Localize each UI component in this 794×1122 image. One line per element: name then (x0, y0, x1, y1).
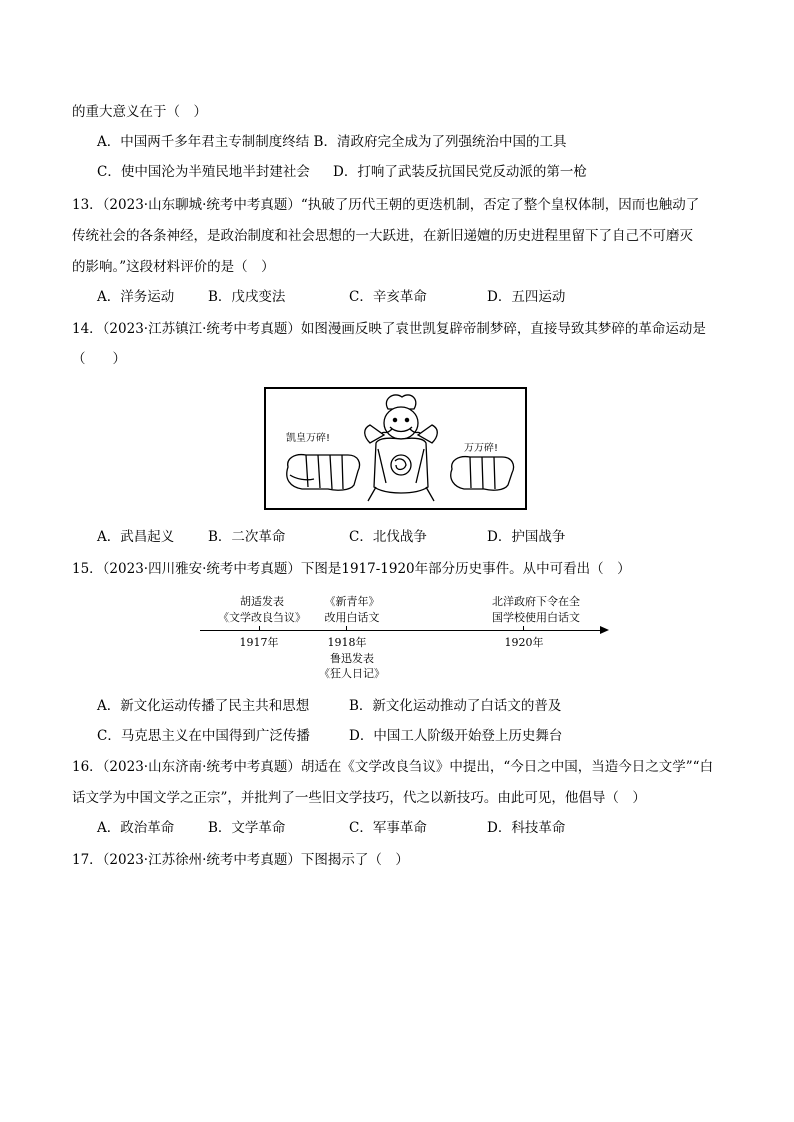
timeline-tick-1920 (523, 626, 524, 630)
q15-option-d: D．中国工人阶级开始登上历史舞台 (349, 728, 563, 744)
right-fist-drawing (451, 457, 514, 491)
timeline-event-beiyang-line1: 北洋政府下令在全 (492, 595, 580, 608)
q17-stem: 17．（2023·江苏徐州·统考中考真题）下图揭示了（ ） (72, 852, 409, 868)
q16-option-b: B．文学革命 (208, 820, 286, 836)
q16-option-d: D．科技革命 (487, 820, 566, 836)
q13-option-b: B．戊戌变法 (208, 289, 286, 305)
right-speech-bubble: 万万碎! (464, 443, 499, 454)
q14-option-a: A．武昌起义 (97, 529, 175, 545)
timeline-year-1918: 1918年 (327, 636, 367, 649)
q16-option-a: A．政治革命 (97, 820, 175, 836)
timeline-year-1917: 1917年 (239, 636, 279, 649)
q15-option-a: A．新文化运动传播了民主共和思想 (97, 698, 310, 714)
q15-stem: 15．（2023·四川雅安·统考中考真题）下图是1917-1920年部分历史事件。从中可看出（ ） (72, 561, 631, 577)
q13-stem-line1: 13．（2023·山东聊城·统考中考真题）“执破了历代王朝的更迭机制，否定了整个皇权体制，因而也触动了 (72, 197, 700, 213)
timeline-axis (200, 630, 602, 631)
q12-option-d: D．打响了武装反抗国民党反动派的第一枪 (333, 164, 587, 180)
timeline-figure (200, 590, 610, 685)
q14-stem-line2: （ ） (72, 351, 126, 367)
q16-stem-line1: 16．（2023·山东济南·统考中考真题）胡适在《文学改良刍议》中提出，“今日之中国，当造今日之文学”“白 (72, 759, 714, 775)
q15-option-b: B．新文化运动推动了白话文的普及 (349, 698, 562, 714)
q15-option-c: C．马克思主义在中国得到广泛传播 (97, 728, 310, 744)
timeline-year-1920: 1920年 (504, 636, 544, 649)
q12-options-ab: A．中国两千多年君主专制制度终结 B．清政府完全成为了列强统治中国的工具 (97, 134, 567, 150)
yuan-shikai-cartoon (264, 387, 527, 510)
yuan-figure-drawing (365, 395, 438, 501)
q12-option-c: C．使中国沦为半殖民地半封建社会 (97, 164, 310, 180)
q16-option-c: C．军事革命 (349, 820, 427, 836)
timeline-event-beiyang-line2: 国学校使用白话文 (492, 611, 580, 624)
q13-option-c: C．辛亥革命 (349, 289, 427, 305)
q13-option-a: A．洋务运动 (97, 289, 175, 305)
q13-stem-line2: 传统社会的各条神经，是政治制度和社会思想的一大跃进，在新旧递嬗的历史进程里留下了自己不可磨灭 (72, 228, 693, 244)
q12-stem-tail: 的重大意义在于（ ） (72, 104, 207, 120)
left-speech-bubble: 凯皇万碎! (286, 433, 331, 444)
timeline-event-xinqingnian-line1: 《新青年》 (324, 595, 380, 608)
q13-stem-line3: 的影响。”这段材料评价的是（ ） (72, 259, 275, 275)
timeline-event-xinqingnian-line2: 改用白话文 (324, 611, 380, 624)
timeline-arrow (600, 626, 609, 634)
timeline-tick-1917 (259, 626, 260, 630)
timeline-event-hushi-line1: 胡适发表 (240, 595, 284, 608)
q14-stem-line1: 14．（2023·江苏镇江·统考中考真题）如图漫画反映了袁世凯复辟帝制梦碎，直接导致其梦碎的革命运动是 (72, 321, 706, 337)
q14-option-d: D．护国战争 (487, 529, 566, 545)
q14-option-b: B．二次革命 (208, 529, 286, 545)
timeline-event-hushi-line2: 《文学改良刍议》 (218, 611, 306, 624)
timeline-event-luxun-line1: 鲁迅发表 (330, 652, 374, 665)
q13-option-d: D．五四运动 (487, 289, 566, 305)
left-fist-drawing (287, 455, 360, 491)
q14-option-c: C．北伐战争 (349, 529, 427, 545)
q16-stem-line2: 话文学为中国文学之正宗”，并批判了一些旧文学技巧，代之以新技巧。由此可见，他倡导（ ） (72, 790, 646, 806)
timeline-event-luxun-line2: 《狂人日记》 (319, 667, 385, 680)
timeline-tick-1918 (346, 626, 347, 630)
